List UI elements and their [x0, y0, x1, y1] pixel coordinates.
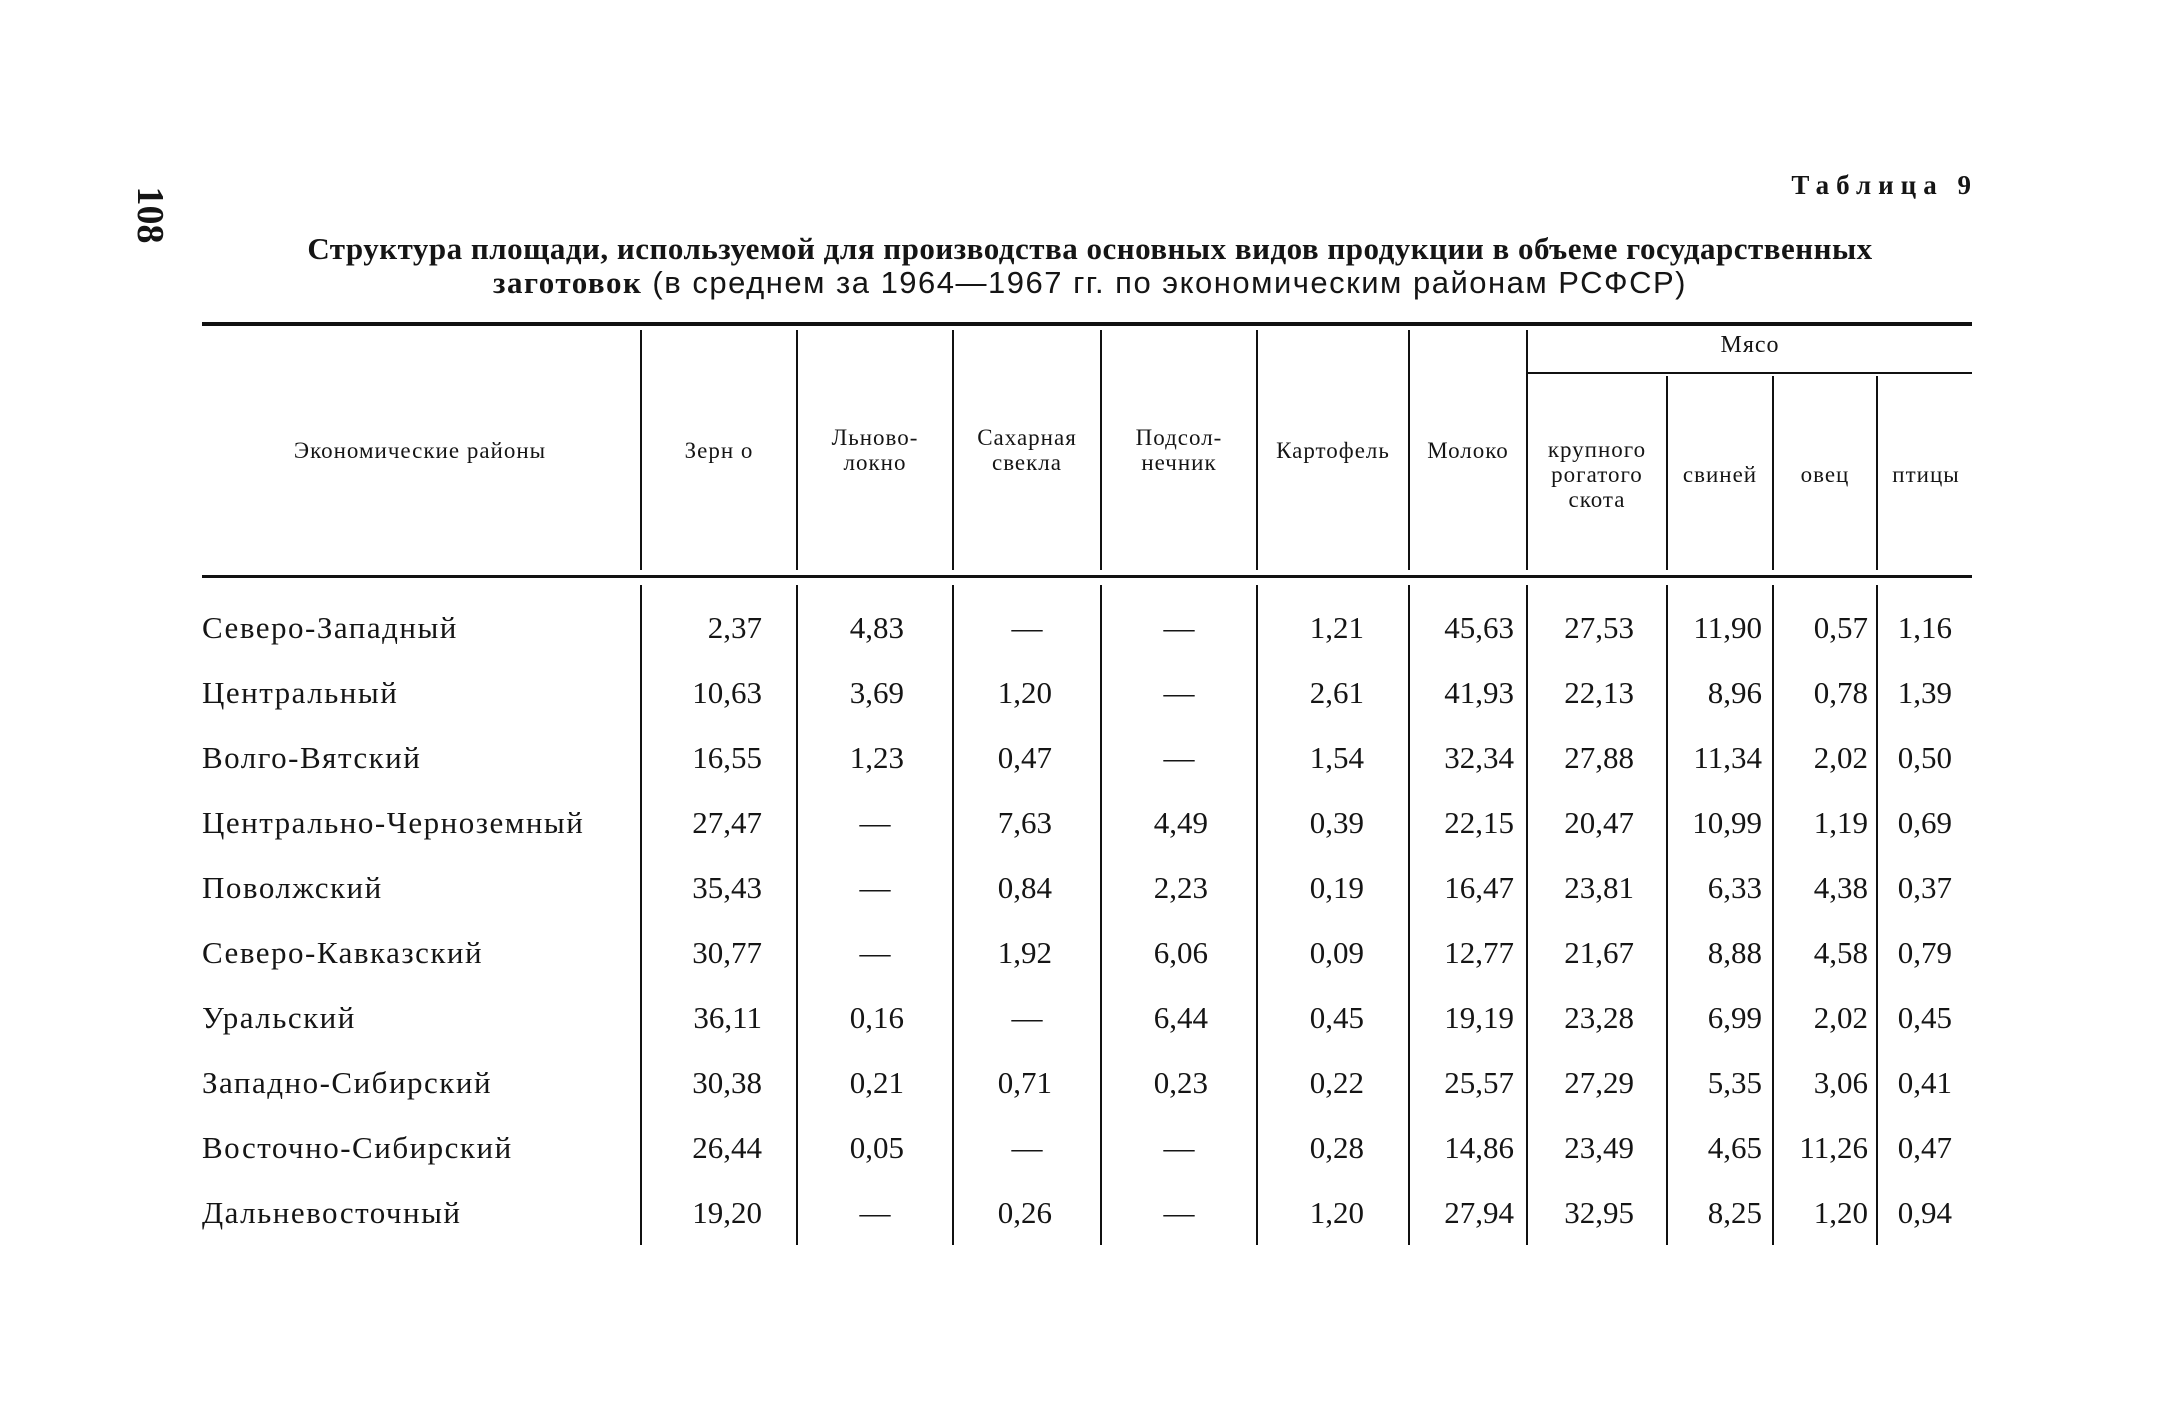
caption-line-2-rest: (в среднем за 1964—1967 гг. по экономическим районам РСФСР): [642, 265, 1687, 300]
header-poultry: птицы: [1892, 461, 1960, 487]
cell-grain: 26,44: [692, 1130, 762, 1165]
cell-pigs: 10,99: [1692, 805, 1762, 840]
cell-pigs: 11,34: [1693, 740, 1762, 775]
table-label: Таблица 9: [1791, 170, 1978, 200]
cell-cattle: 20,47: [1564, 805, 1634, 840]
cell-sunflower: —: [1163, 675, 1195, 710]
cell-potato: 0,39: [1309, 805, 1364, 840]
cell-cattle: 23,81: [1564, 870, 1634, 905]
cell-milk: 41,93: [1444, 675, 1514, 710]
cell-sunflower: 0,23: [1153, 1065, 1208, 1100]
header-meat: Мясо: [1720, 332, 1780, 358]
cell-pigs: 11,90: [1693, 610, 1762, 645]
header-sunflower: Подсол- нечник: [1135, 425, 1223, 475]
cell-region: Западно-Сибирский: [202, 1065, 493, 1100]
column-divider: [1876, 376, 1878, 570]
cell-grain: 16,55: [692, 740, 762, 775]
cell-sugar-beet: —: [1011, 1000, 1043, 1035]
table-row: [0, 660, 2168, 725]
cell-grain: 36,11: [693, 1000, 762, 1035]
cell-sugar-beet: 0,47: [997, 740, 1052, 775]
cell-cattle: 27,53: [1564, 610, 1634, 645]
header-potato: Картофель: [1276, 437, 1390, 463]
caption-line-2: [240, 266, 1940, 300]
cell-pigs: 8,25: [1707, 1195, 1762, 1230]
cell-sheep: 4,58: [1813, 935, 1868, 970]
cell-sugar-beet: —: [1011, 1130, 1043, 1165]
cell-poultry: 0,41: [1897, 1065, 1952, 1100]
cell-region: Волго-Вятский: [202, 740, 422, 775]
cell-milk: 32,34: [1444, 740, 1514, 775]
column-divider: [796, 330, 798, 570]
cell-potato: 1,20: [1309, 1195, 1364, 1230]
cell-milk: 16,47: [1444, 870, 1514, 905]
table-row: [0, 920, 2168, 985]
header-flax: Льново- локно: [831, 425, 919, 475]
cell-flax: 0,16: [849, 1000, 904, 1035]
cell-sunflower: —: [1163, 1195, 1195, 1230]
cell-sugar-beet: 1,20: [997, 675, 1052, 710]
cell-potato: 0,45: [1309, 1000, 1364, 1035]
cell-grain: 10,63: [692, 675, 762, 710]
cell-sheep: 4,38: [1813, 870, 1868, 905]
cell-flax: 4,83: [849, 610, 904, 645]
cell-cattle: 32,95: [1564, 1195, 1634, 1230]
cell-pigs: 5,35: [1707, 1065, 1762, 1100]
cell-sunflower: —: [1163, 610, 1195, 645]
cell-poultry: 0,69: [1897, 805, 1952, 840]
cell-poultry: 0,94: [1897, 1195, 1952, 1230]
cell-region: Восточно-Сибирский: [202, 1130, 513, 1165]
cell-sugar-beet: 1,92: [997, 935, 1052, 970]
cell-poultry: 0,50: [1897, 740, 1952, 775]
cell-milk: 19,19: [1444, 1000, 1514, 1035]
cell-sugar-beet: 7,63: [997, 805, 1052, 840]
cell-grain: 27,47: [692, 805, 762, 840]
column-divider: [1100, 330, 1102, 570]
table-row: [0, 1050, 2168, 1115]
column-divider: [1772, 376, 1774, 570]
table-header-rule: [202, 575, 1972, 578]
cell-potato: 0,19: [1309, 870, 1364, 905]
cell-sugar-beet: —: [1011, 610, 1043, 645]
header-milk: Молоко: [1427, 437, 1509, 463]
header-region: Экономические районы: [293, 437, 547, 463]
column-divider: [1256, 330, 1258, 570]
cell-sheep: 3,06: [1813, 1065, 1868, 1100]
cell-region: Северо-Западный: [202, 610, 458, 645]
cell-potato: 2,61: [1309, 675, 1364, 710]
cell-pigs: 8,96: [1707, 675, 1762, 710]
cell-potato: 0,22: [1309, 1065, 1364, 1100]
cell-sunflower: 4,49: [1153, 805, 1208, 840]
column-divider: [1666, 376, 1668, 570]
header-cattle: крупного рогатого скота: [1547, 436, 1647, 512]
table-row: [0, 985, 2168, 1050]
cell-flax: —: [859, 1195, 891, 1230]
cell-sugar-beet: 0,71: [997, 1065, 1052, 1100]
cell-flax: —: [859, 935, 891, 970]
cell-potato: 0,09: [1309, 935, 1364, 970]
table-row: [0, 1180, 2168, 1245]
cell-flax: 0,05: [849, 1130, 904, 1165]
cell-cattle: 22,13: [1564, 675, 1634, 710]
header-pigs: свиней: [1682, 461, 1758, 487]
column-divider: [952, 330, 954, 570]
cell-sugar-beet: 0,84: [997, 870, 1052, 905]
cell-poultry: 1,39: [1897, 675, 1952, 710]
cell-pigs: 4,65: [1707, 1130, 1762, 1165]
cell-potato: 1,21: [1309, 610, 1364, 645]
caption-line-2-bold: заготовок: [493, 265, 643, 300]
header-grain: Зерн о: [684, 437, 754, 463]
table-row: [0, 595, 2168, 660]
cell-grain: 30,38: [692, 1065, 762, 1100]
cell-grain: 30,77: [692, 935, 762, 970]
cell-sheep: 1,19: [1813, 805, 1868, 840]
cell-grain: 19,20: [692, 1195, 762, 1230]
cell-potato: 1,54: [1309, 740, 1364, 775]
cell-milk: 14,86: [1444, 1130, 1514, 1165]
cell-poultry: 1,16: [1897, 610, 1952, 645]
cell-cattle: 21,67: [1564, 935, 1634, 970]
cell-sheep: 2,02: [1813, 740, 1868, 775]
table-row: [0, 725, 2168, 790]
cell-region: Центральный: [202, 675, 399, 710]
cell-flax: 0,21: [849, 1065, 904, 1100]
cell-region: Уральский: [202, 1000, 356, 1035]
cell-sheep: 11,26: [1799, 1130, 1868, 1165]
cell-pigs: 6,33: [1707, 870, 1762, 905]
cell-potato: 0,28: [1309, 1130, 1364, 1165]
cell-flax: 1,23: [849, 740, 904, 775]
cell-milk: 25,57: [1444, 1065, 1514, 1100]
cell-region: Северо-Кавказский: [202, 935, 484, 970]
column-divider: [640, 330, 642, 570]
cell-region: Центрально-Черноземный: [202, 805, 585, 840]
cell-milk: 22,15: [1444, 805, 1514, 840]
table-top-rule: [202, 322, 1972, 326]
cell-poultry: 0,37: [1897, 870, 1952, 905]
page-number: 108: [129, 186, 171, 244]
cell-cattle: 27,88: [1564, 740, 1634, 775]
cell-sunflower: 6,44: [1153, 1000, 1208, 1035]
cell-flax: 3,69: [849, 675, 904, 710]
cell-region: Поволжский: [202, 870, 383, 905]
cell-sunflower: —: [1163, 1130, 1195, 1165]
cell-sunflower: 2,23: [1153, 870, 1208, 905]
meat-group-rule: [1528, 372, 1972, 374]
table-row: [0, 790, 2168, 855]
cell-sunflower: 6,06: [1153, 935, 1208, 970]
cell-flax: —: [859, 870, 891, 905]
cell-milk: 45,63: [1444, 610, 1514, 645]
cell-sunflower: —: [1163, 740, 1195, 775]
table-caption: [240, 232, 1940, 300]
cell-sheep: 0,78: [1813, 675, 1868, 710]
cell-cattle: 23,28: [1564, 1000, 1634, 1035]
cell-milk: 27,94: [1444, 1195, 1514, 1230]
cell-cattle: 27,29: [1564, 1065, 1634, 1100]
table-row: [0, 1115, 2168, 1180]
cell-sugar-beet: 0,26: [997, 1195, 1052, 1230]
caption-line-1: Структура площади, используемой для производства основных видов продукции в объеме государственных: [307, 231, 1873, 266]
cell-poultry: 0,79: [1897, 935, 1952, 970]
cell-grain: 2,37: [707, 610, 762, 645]
column-divider: [1526, 330, 1528, 570]
header-sheep: овец: [1800, 461, 1850, 487]
cell-poultry: 0,47: [1897, 1130, 1952, 1165]
cell-milk: 12,77: [1444, 935, 1514, 970]
cell-poultry: 0,45: [1897, 1000, 1952, 1035]
header-sugar-beet: Сахарная свекла: [977, 425, 1077, 475]
cell-sheep: 0,57: [1813, 610, 1868, 645]
cell-pigs: 6,99: [1707, 1000, 1762, 1035]
cell-sheep: 1,20: [1813, 1195, 1868, 1230]
table-row: [0, 855, 2168, 920]
cell-pigs: 8,88: [1707, 935, 1762, 970]
cell-cattle: 23,49: [1564, 1130, 1634, 1165]
cell-grain: 35,43: [692, 870, 762, 905]
cell-sheep: 2,02: [1813, 1000, 1868, 1035]
cell-flax: —: [859, 805, 891, 840]
cell-region: Дальневосточный: [202, 1195, 462, 1230]
